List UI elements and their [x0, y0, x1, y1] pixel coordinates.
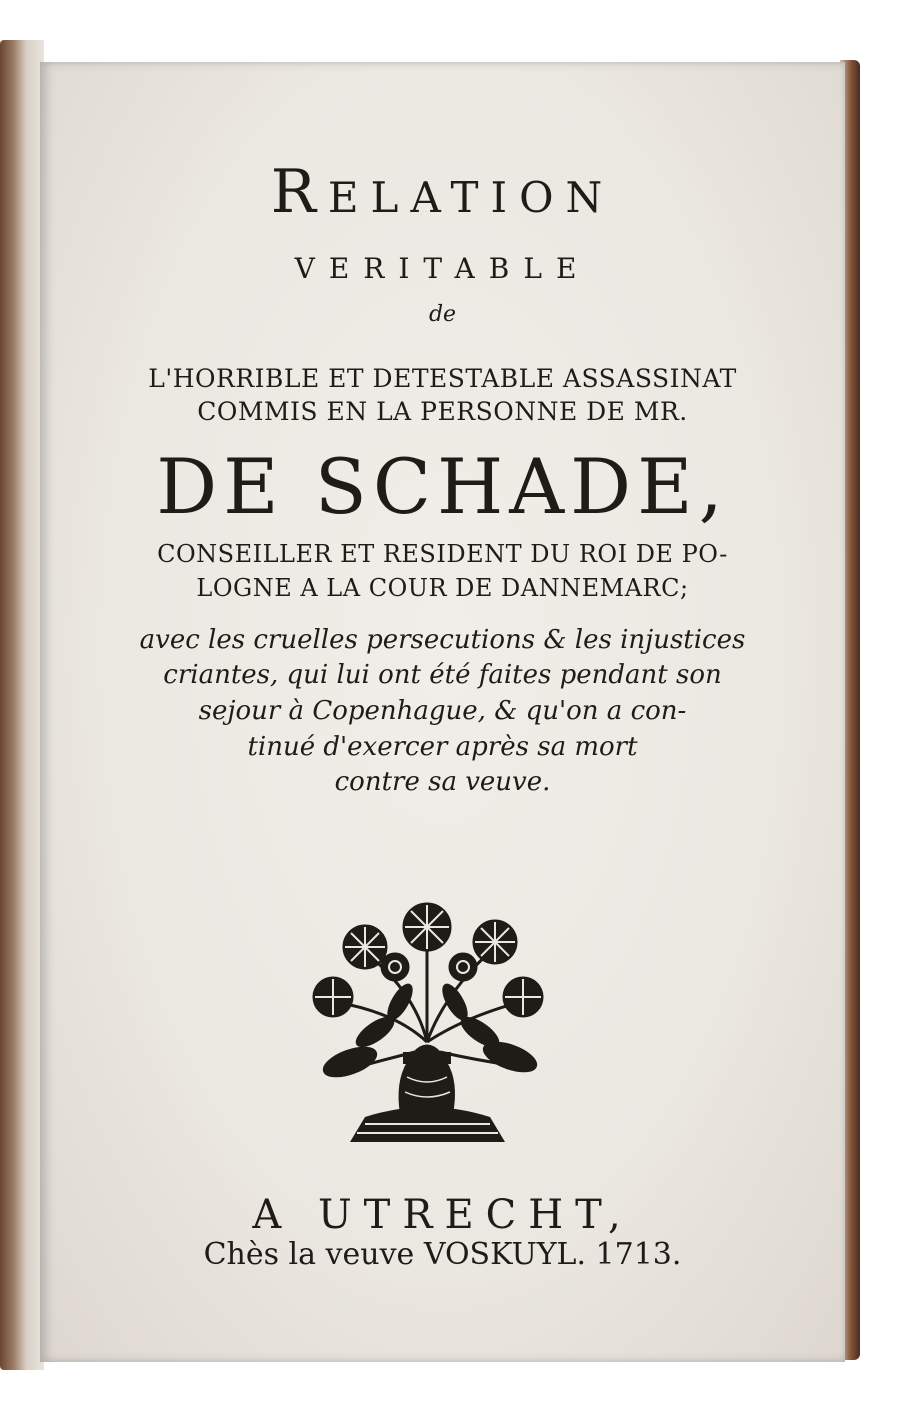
imprint-place: A UTRECHT,	[252, 1192, 633, 1238]
description-line-1: avec les cruelles persecutions & les injustices	[139, 625, 746, 655]
description-line-5: contre sa veuve.	[334, 767, 551, 797]
subtitle-line-4: LOGNE A LA COUR DE DANNEMARC;	[196, 574, 689, 602]
title-line-veritable: veritable	[294, 242, 591, 288]
book-spine-edge	[0, 40, 44, 1370]
title-line-de: de	[428, 302, 457, 327]
subtitle-line-2: COMMIS EN LA PERSONNE DE MR.	[197, 397, 688, 426]
title-name: DE SCHADE,	[156, 442, 729, 531]
description-line-4: tinué d'exercer après sa mort	[247, 732, 638, 762]
description-line-3: sejour à Copenhague, & qu'on a con-	[198, 696, 687, 726]
subtitle-line-3: CONSEILLER ET RESIDENT DU ROI DE PO-	[157, 540, 728, 568]
title-line-relation: Relation	[270, 157, 615, 227]
imprint-publisher-year: Chès la veuve VOSKUYL. 1713.	[203, 1237, 682, 1272]
flower-vase-woodcut-icon	[295, 892, 560, 1147]
subtitle-line-1: L'HORRIBLE ET DETESTABLE ASSASSINAT	[148, 364, 737, 393]
description-line-2: criantes, qui lui ont été faites pendant son	[163, 660, 722, 690]
book	[0, 30, 866, 1370]
title-page	[40, 62, 845, 1362]
